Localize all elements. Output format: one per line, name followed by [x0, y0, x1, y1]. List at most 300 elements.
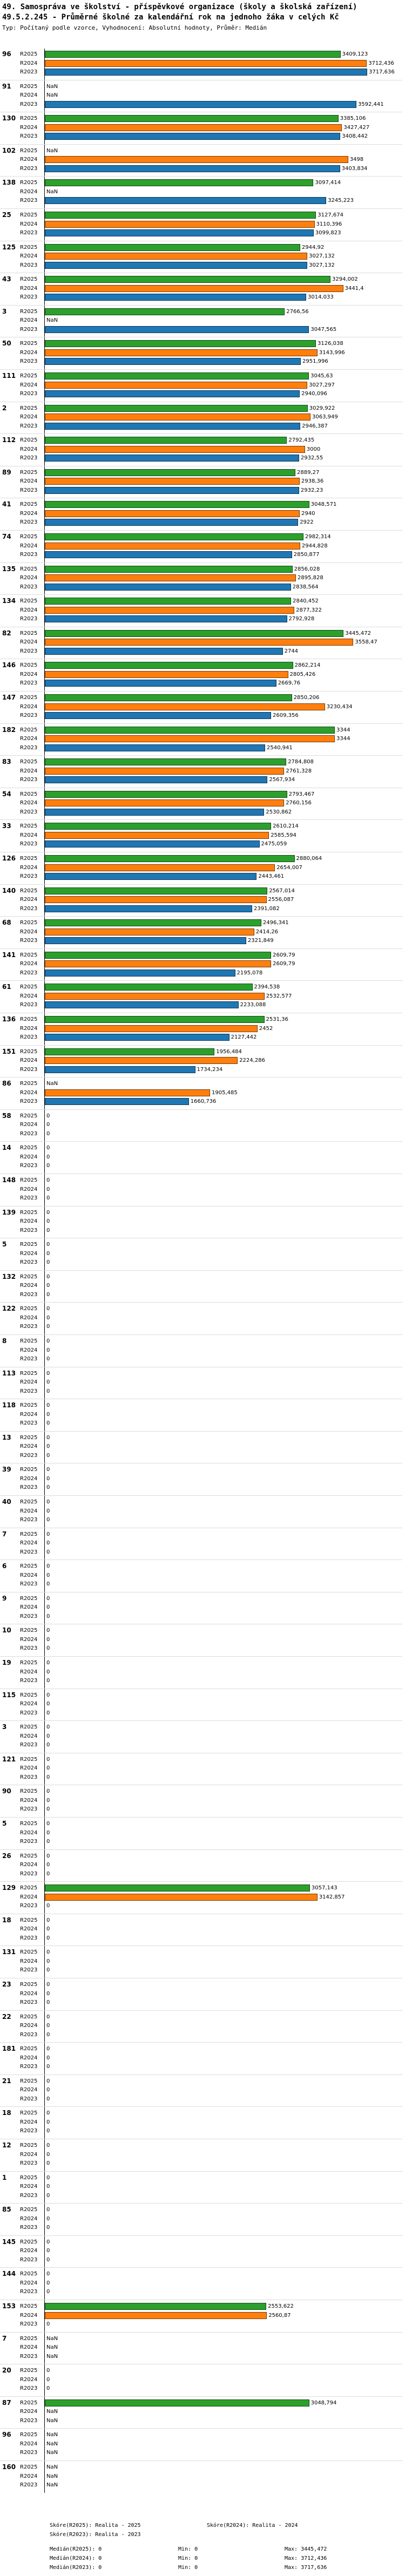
- value-label: 0: [46, 1926, 50, 1933]
- group-separator: [0, 1334, 402, 1335]
- category-label: 121: [2, 1755, 16, 1763]
- stat-min-r2023: Min: 0: [178, 2565, 198, 2571]
- series-row-label: R2023: [20, 744, 38, 751]
- category-label: 160: [2, 2463, 16, 2471]
- series-row-label: R2025: [20, 1917, 38, 1923]
- bar-r2023: [45, 69, 367, 76]
- series-row-label: R2025: [20, 1177, 38, 1183]
- series-row-label: R2025: [20, 566, 38, 572]
- bar-r2024: [45, 156, 348, 163]
- value-label: 0: [46, 2110, 50, 2117]
- series-row-label: R2023: [20, 905, 38, 912]
- value-label: 0: [46, 1540, 50, 1547]
- value-label: 0: [46, 2385, 50, 2392]
- value-label: 3385,106: [340, 116, 366, 122]
- value-label: 3558,47: [355, 639, 377, 646]
- value-label: 3057,143: [311, 1885, 338, 1892]
- value-label: 2850,877: [293, 552, 320, 558]
- series-row-label: R2023: [20, 1999, 38, 2005]
- series-row-label: R2025: [20, 116, 38, 122]
- category-label: 141: [2, 951, 16, 959]
- series-row-label: R2025: [20, 1724, 38, 1731]
- group-separator: [0, 1270, 402, 1271]
- value-label: 0: [46, 1499, 50, 1505]
- series-row-label: R2024: [20, 897, 38, 903]
- series-row-label: R2025: [20, 2335, 38, 2342]
- series-row-label: R2023: [20, 133, 38, 140]
- value-label: 0: [46, 1669, 50, 1675]
- series-row-label: R2024: [20, 2248, 38, 2254]
- group-separator: [0, 1656, 402, 1657]
- series-row-label: R2024: [20, 703, 38, 710]
- value-label: 0: [46, 1862, 50, 1868]
- value-label: 3014,033: [308, 294, 334, 301]
- category-label: 96: [2, 2431, 11, 2439]
- value-label: 2940,096: [301, 391, 327, 397]
- category-label: 132: [2, 1272, 16, 1280]
- series-row-label: R2024: [20, 1443, 38, 1450]
- category-label: 83: [2, 758, 11, 766]
- series-row-label: R2023: [20, 1484, 38, 1491]
- series-row-label: R2024: [20, 2184, 38, 2190]
- value-label: 2540,941: [267, 744, 293, 751]
- value-label: 0: [46, 2256, 50, 2263]
- series-row-label: R2025: [20, 1628, 38, 1634]
- bar-r2025: [45, 630, 343, 637]
- value-label: 0: [46, 2087, 50, 2093]
- stat-median-r2023: Medián(R2023): 0: [50, 2565, 102, 2571]
- series-row-label: R2023: [20, 1002, 38, 1008]
- value-label: 0: [46, 2151, 50, 2158]
- category-label: 54: [2, 790, 11, 798]
- value-label: 0: [46, 1549, 50, 1555]
- category-label: 19: [2, 1659, 11, 1666]
- series-row-label: R2025: [20, 2239, 38, 2245]
- value-label: 0: [46, 1467, 50, 1473]
- value-label: 3027,132: [309, 253, 335, 260]
- category-label: 1: [2, 2173, 7, 2181]
- bar-r2024: [45, 703, 325, 710]
- series-row-label: R2024: [20, 2055, 38, 2061]
- category-label: 85: [2, 2206, 11, 2214]
- bar-r2024: [45, 799, 284, 806]
- value-label: NaN: [46, 2417, 58, 2424]
- value-label: 2940: [301, 510, 315, 517]
- category-label: 20: [2, 2367, 11, 2375]
- series-row-label: R2024: [20, 993, 38, 999]
- series-row-label: R2024: [20, 382, 38, 388]
- series-row-label: R2025: [20, 2174, 38, 2181]
- series-row-label: R2024: [20, 92, 38, 99]
- series-row-label: R2025: [20, 341, 38, 347]
- value-label: 2932,23: [300, 487, 323, 493]
- value-label: 0: [46, 1411, 50, 1418]
- bar-r2023: [45, 1066, 195, 1073]
- group-separator: [0, 562, 402, 563]
- category-label: 74: [2, 533, 11, 540]
- category-label: 153: [2, 2302, 16, 2310]
- bar-r2023: [45, 487, 299, 494]
- group-separator: [0, 144, 402, 145]
- series-row-label: R2023: [20, 1935, 38, 1941]
- value-label: 2856,028: [294, 566, 320, 572]
- group-separator: [0, 2171, 402, 2172]
- value-label: 0: [46, 2031, 50, 2038]
- bar-r2023: [45, 1098, 189, 1105]
- value-label: 0: [46, 1259, 50, 1266]
- category-label: 139: [2, 1208, 16, 1216]
- series-row-label: R2025: [20, 662, 38, 669]
- series-row-label: R2024: [20, 1154, 38, 1160]
- bar-r2024: [45, 960, 271, 967]
- value-label: 3344: [336, 736, 350, 742]
- series-row-label: R2024: [20, 1733, 38, 1739]
- bar-r2024: [45, 1057, 238, 1064]
- series-row-label: R2025: [20, 1467, 38, 1473]
- series-row-label: R2023: [20, 873, 38, 879]
- series-row-label: R2025: [20, 147, 38, 154]
- group-separator: [0, 1945, 402, 1946]
- value-label: 2938,36: [301, 478, 324, 485]
- series-row-label: R2025: [20, 1531, 38, 1537]
- group-separator: [0, 2460, 402, 2461]
- group-separator: [0, 1817, 402, 1818]
- value-label: 2567,934: [269, 777, 295, 783]
- bar-r2023: [45, 905, 252, 912]
- bar-r2024: [45, 768, 284, 775]
- bar-r2024: [45, 864, 275, 871]
- value-label: NaN: [46, 188, 58, 195]
- value-label: 0: [46, 1434, 50, 1441]
- series-row-label: R2025: [20, 2110, 38, 2117]
- series-row-label: R2024: [20, 832, 38, 838]
- series-row-label: R2025: [20, 1434, 38, 1441]
- series-row-label: R2024: [20, 1218, 38, 1225]
- value-label: 3712,436: [368, 60, 394, 66]
- value-label: 0: [46, 1701, 50, 1707]
- value-label: 3048,794: [310, 2399, 337, 2406]
- category-label: 130: [2, 114, 16, 123]
- category-label: 112: [2, 436, 16, 444]
- category-label: 115: [2, 1691, 16, 1699]
- series-row-label: R2024: [20, 317, 38, 324]
- bar-r2024: [45, 639, 353, 646]
- value-label: 2609,79: [273, 952, 295, 958]
- value-label: 0: [46, 1839, 50, 1845]
- value-label: 2744: [284, 648, 299, 654]
- series-row-label: R2023: [20, 1645, 38, 1652]
- group-separator: [0, 1495, 402, 1496]
- series-row-label: R2023: [20, 1034, 38, 1040]
- value-label: 0: [46, 1604, 50, 1611]
- stat-median-r2025: Medián(R2025): 0: [50, 2546, 102, 2552]
- bar-r2025: [45, 1884, 310, 1892]
- value-label: 3498: [349, 157, 364, 163]
- series-row-label: R2025: [20, 1145, 38, 1151]
- value-label: 0: [46, 1452, 50, 1459]
- bar-r2024: [45, 735, 335, 742]
- value-label: 2556,087: [268, 897, 294, 903]
- value-label: 0: [46, 1958, 50, 1964]
- series-row-label: R2024: [20, 188, 38, 195]
- category-label: 90: [2, 1787, 11, 1795]
- chart-subtitle: 49.5.2.245 - Průměrné školné za kalendářní rok na jednoho žáka v celých Kč: [2, 13, 339, 22]
- series-row-label: R2023: [20, 1678, 38, 1684]
- value-label: 0: [46, 1314, 50, 1321]
- bar-r2025: [45, 662, 293, 669]
- value-label: 0: [46, 2248, 50, 2254]
- value-label: 3047,565: [310, 326, 337, 333]
- series-row-label: R2024: [20, 1765, 38, 1772]
- category-label: 21: [2, 2077, 11, 2085]
- value-label: 0: [46, 1130, 50, 1137]
- bar-r2025: [45, 727, 335, 734]
- series-row-label: R2024: [20, 2023, 38, 2029]
- group-separator: [0, 2042, 402, 2043]
- bar-r2024: [45, 1089, 210, 1096]
- bar-r2023: [45, 840, 260, 848]
- value-label: 2532,577: [266, 993, 292, 999]
- category-label: 14: [2, 1144, 11, 1152]
- value-label: 2838,564: [292, 584, 319, 590]
- series-row-label: R2024: [20, 2376, 38, 2383]
- category-label: 22: [2, 2012, 11, 2021]
- value-label: 0: [46, 1388, 50, 1394]
- value-label: 0: [46, 1177, 50, 1183]
- group-separator: [0, 176, 402, 177]
- series-row-label: R2024: [20, 1314, 38, 1321]
- value-label: 0: [46, 2023, 50, 2029]
- category-label: 135: [2, 565, 16, 573]
- bar-r2025: [45, 179, 313, 186]
- stat-median-r2024: Medián(R2024): 0: [50, 2555, 102, 2561]
- bar-r2024: [45, 607, 294, 614]
- series-row-label: R2023: [20, 648, 38, 654]
- series-row-label: R2025: [20, 534, 38, 540]
- value-label: 2585,594: [271, 832, 296, 838]
- value-label: 0: [46, 1797, 50, 1804]
- series-row-label: R2025: [20, 51, 38, 57]
- group-separator: [0, 369, 402, 370]
- value-label: 0: [46, 1742, 50, 1748]
- bar-r2023: [45, 294, 306, 301]
- series-row-label: R2024: [20, 124, 38, 131]
- bar-r2024: [45, 510, 300, 517]
- bar-r2025: [45, 115, 339, 122]
- group-separator: [0, 530, 402, 531]
- series-row-label: R2025: [20, 2399, 38, 2406]
- value-label: NaN: [46, 317, 58, 324]
- value-label: 0: [46, 1949, 50, 1956]
- category-label: 40: [2, 1498, 11, 1506]
- bar-r2025: [45, 2303, 266, 2310]
- series-row-label: R2024: [20, 2151, 38, 2158]
- group-separator: [0, 948, 402, 949]
- group-separator: [0, 1881, 402, 1882]
- series-row-label: R2025: [20, 952, 38, 958]
- series-row-label: R2023: [20, 1774, 38, 1780]
- bar-r2025: [45, 598, 291, 605]
- value-label: 2760,156: [286, 800, 312, 806]
- series-row-label: R2023: [20, 2225, 38, 2231]
- value-label: NaN: [46, 2409, 58, 2415]
- bar-r2023: [45, 262, 307, 269]
- value-label: 0: [46, 1710, 50, 1716]
- value-label: 3048,571: [310, 501, 337, 508]
- series-row-label: R2024: [20, 1926, 38, 1933]
- series-row-label: R2023: [20, 970, 38, 976]
- series-row-label: R2024: [20, 1411, 38, 1418]
- series-row-label: R2023: [20, 1388, 38, 1394]
- series-row-label: R2024: [20, 2215, 38, 2222]
- series-row-label: R2025: [20, 2046, 38, 2052]
- series-row-label: R2025: [20, 1209, 38, 1216]
- value-label: 0: [46, 1917, 50, 1923]
- legend-entry-r2025: Skóre(R2025): Realita - 2025: [50, 2523, 141, 2528]
- value-label: 0: [46, 2215, 50, 2222]
- value-label: 2233,088: [240, 1002, 266, 1008]
- bar-r2025: [45, 501, 309, 508]
- series-row-label: R2024: [20, 1669, 38, 1675]
- series-row-label: R2025: [20, 887, 38, 894]
- value-label: 1956,484: [216, 1048, 242, 1055]
- series-row-label: R2025: [20, 791, 38, 797]
- value-label: 0: [46, 1982, 50, 1988]
- value-label: NaN: [46, 2344, 58, 2351]
- series-row-label: R2024: [20, 2344, 38, 2351]
- series-row-label: R2024: [20, 446, 38, 452]
- bar-r2025: [45, 1016, 265, 1023]
- value-label: 0: [46, 1531, 50, 1537]
- series-row-label: R2023: [20, 1227, 38, 1233]
- value-label: 0: [46, 1999, 50, 2005]
- bar-r2025: [45, 308, 285, 315]
- value-label: 3592,441: [357, 101, 384, 107]
- series-row-label: R2023: [20, 1420, 38, 1427]
- category-label: 102: [2, 146, 16, 154]
- bar-r2024: [45, 60, 367, 67]
- bar-r2024: [45, 928, 254, 936]
- value-label: 3110,396: [316, 221, 342, 227]
- series-row-label: R2023: [20, 777, 38, 783]
- category-label: 8: [2, 1337, 7, 1345]
- bar-r2024: [45, 671, 288, 678]
- series-row-label: R2025: [20, 759, 38, 765]
- series-row-label: R2023: [20, 1742, 38, 1748]
- series-row-label: R2024: [20, 1540, 38, 1547]
- series-row-label: R2024: [20, 1283, 38, 1289]
- value-label: 0: [46, 1443, 50, 1450]
- bar-r2025: [45, 244, 300, 251]
- series-row-label: R2023: [20, 1130, 38, 1137]
- category-label: 82: [2, 629, 11, 637]
- value-label: 1734,234: [197, 1066, 223, 1073]
- category-label: 86: [2, 1080, 11, 1088]
- series-row-label: R2025: [20, 1821, 38, 1827]
- value-label: 3045,63: [310, 373, 333, 379]
- value-label: 0: [46, 1484, 50, 1491]
- category-label: 125: [2, 243, 16, 251]
- series-row-label: R2025: [20, 180, 38, 186]
- value-label: 3029,922: [309, 405, 335, 411]
- group-separator: [0, 1849, 402, 1850]
- bar-r2025: [45, 758, 286, 765]
- value-label: 0: [46, 2289, 50, 2295]
- series-row-label: R2023: [20, 1356, 38, 1362]
- series-row-label: R2023: [20, 1613, 38, 1619]
- category-label: 68: [2, 919, 11, 927]
- value-label: 2452: [259, 1025, 273, 1032]
- series-row-label: R2025: [20, 1081, 38, 1087]
- value-label: 0: [46, 1242, 50, 1248]
- series-row-label: R2025: [20, 2432, 38, 2438]
- bar-r2024: [45, 285, 343, 292]
- bar-r2023: [45, 776, 267, 783]
- series-row-label: R2025: [20, 469, 38, 476]
- bar-r2025: [45, 2399, 309, 2406]
- series-row-label: R2024: [20, 1572, 38, 1578]
- bar-r2023: [45, 358, 301, 365]
- series-row-label: R2024: [20, 607, 38, 613]
- bar-r2025: [45, 566, 293, 573]
- series-row-label: R2023: [20, 165, 38, 172]
- series-row-label: R2024: [20, 2312, 38, 2319]
- group-separator: [0, 755, 402, 756]
- series-row-label: R2024: [20, 928, 38, 935]
- value-label: 3027,132: [309, 262, 335, 268]
- value-label: 0: [46, 1581, 50, 1588]
- category-label: 41: [2, 500, 11, 509]
- series-row-label: R2023: [20, 2321, 38, 2327]
- value-label: 0: [46, 1636, 50, 1643]
- value-label: 2784,808: [288, 759, 314, 765]
- legend-entry-r2023: Skóre(R2023): Realita - 2023: [50, 2532, 141, 2538]
- series-row-label: R2024: [20, 253, 38, 260]
- series-row-label: R2024: [20, 510, 38, 517]
- category-label: 148: [2, 1176, 16, 1184]
- series-row-label: R2024: [20, 1636, 38, 1643]
- series-row-label: R2025: [20, 856, 38, 862]
- value-label: 3099,823: [315, 230, 341, 236]
- series-row-label: R2023: [20, 616, 38, 622]
- group-separator: [0, 433, 402, 434]
- value-label: 3245,223: [328, 198, 354, 204]
- series-row-label: R2025: [20, 984, 38, 991]
- category-label: 113: [2, 1369, 16, 1377]
- series-row-label: R2023: [20, 423, 38, 429]
- value-label: 3344: [336, 727, 350, 733]
- value-label: 0: [46, 2321, 50, 2327]
- category-label: 2: [2, 404, 7, 412]
- value-label: 0: [46, 1829, 50, 1836]
- value-label: NaN: [46, 2353, 58, 2360]
- category-label: 91: [2, 82, 11, 90]
- bar-r2025: [45, 51, 341, 58]
- series-row-label: R2023: [20, 2256, 38, 2263]
- series-row-label: R2023: [20, 2450, 38, 2456]
- group-separator: [0, 1720, 402, 1721]
- series-row-label: R2023: [20, 1549, 38, 1555]
- series-row-label: R2024: [20, 1958, 38, 1964]
- value-label: 0: [46, 2376, 50, 2383]
- value-label: 3427,427: [343, 124, 370, 131]
- value-label: 0: [46, 1628, 50, 1634]
- bar-r2025: [45, 823, 271, 830]
- series-row-label: R2024: [20, 1057, 38, 1064]
- group-separator: [0, 1109, 402, 1110]
- value-label: 0: [46, 1903, 50, 1909]
- value-label: 3408,442: [342, 133, 368, 140]
